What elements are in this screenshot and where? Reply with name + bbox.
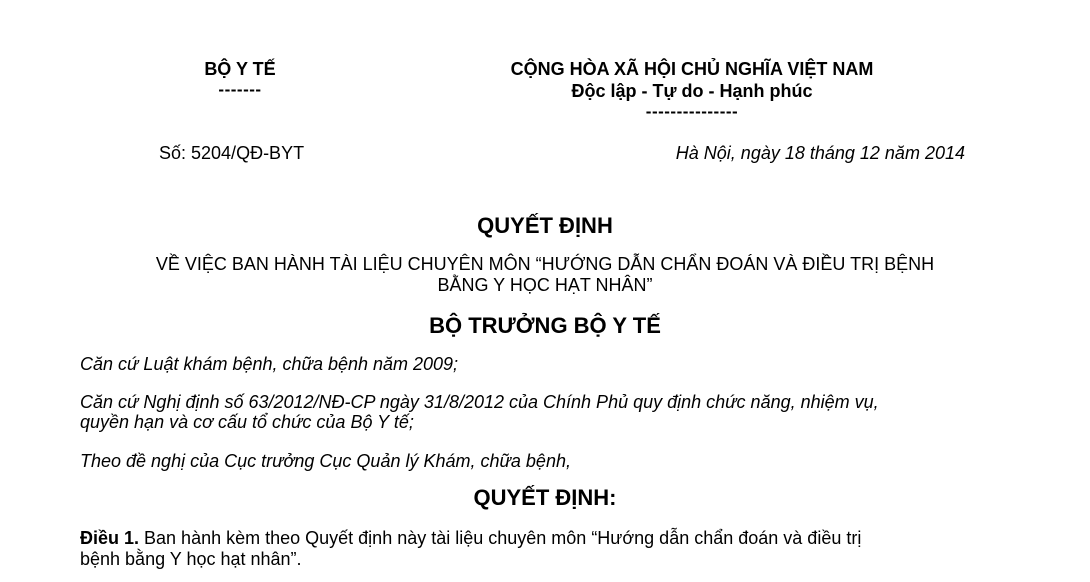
country-name: CỘNG HÒA XÃ HỘI CHỦ NGHĨA VIỆT NAM (510, 59, 874, 79)
motto-separator: --------------- (645, 102, 739, 121)
article-1-line-2: bệnh bằng Y học hạt nhân”. (80, 549, 302, 569)
article-1-line-1 (80, 528, 861, 549)
legal-basis-1: Căn cứ Luật khám bệnh, chữa bệnh năm 2009; (80, 354, 459, 374)
legal-basis-2-line-1: Căn cứ Nghị định số 63/2012/NĐ-CP ngày 31/8/2012 của Chính Phủ quy định chức năng, nhiệm vụ, (80, 392, 879, 412)
legal-basis-3: Theo đề nghị của Cục trưởng Cục Quản lý Khám, chữa bệnh, (80, 451, 571, 471)
legal-basis-2-line-2: quyền hạn và cơ cấu tổ chức của Bộ Y tế; (80, 412, 414, 432)
place-and-date: Hà Nội, ngày 18 tháng 12 năm 2014 (675, 143, 965, 163)
article-1-label: Điều 1. (80, 528, 140, 548)
issuing-organization: BỘ Y TẾ (204, 59, 276, 79)
article-1-text: Ban hành kèm theo Quyết định này tài liệu chuyên môn “Hướng dẫn chẩn đoán và điều trị (139, 528, 862, 548)
org-separator: ------- (218, 80, 262, 99)
document-type-title: QUYẾT ĐỊNH (477, 213, 613, 238)
authority-title: BỘ TRƯỞNG BỘ Y TẾ (429, 313, 661, 338)
subject-line-2: BẰNG Y HỌC HẠT NHÂN” (437, 275, 653, 295)
national-motto: Độc lập - Tự do - Hạnh phúc (571, 81, 813, 101)
decision-heading: QUYẾT ĐỊNH: (473, 485, 617, 510)
document-number: Số: 5204/QĐ-BYT (159, 143, 305, 163)
subject-line-1: VỀ VIỆC BAN HÀNH TÀI LIỆU CHUYÊN MÔN “HƯỚNG DẪN CHẨN ĐOÁN VÀ ĐIỀU TRỊ BỆNH (155, 254, 935, 274)
